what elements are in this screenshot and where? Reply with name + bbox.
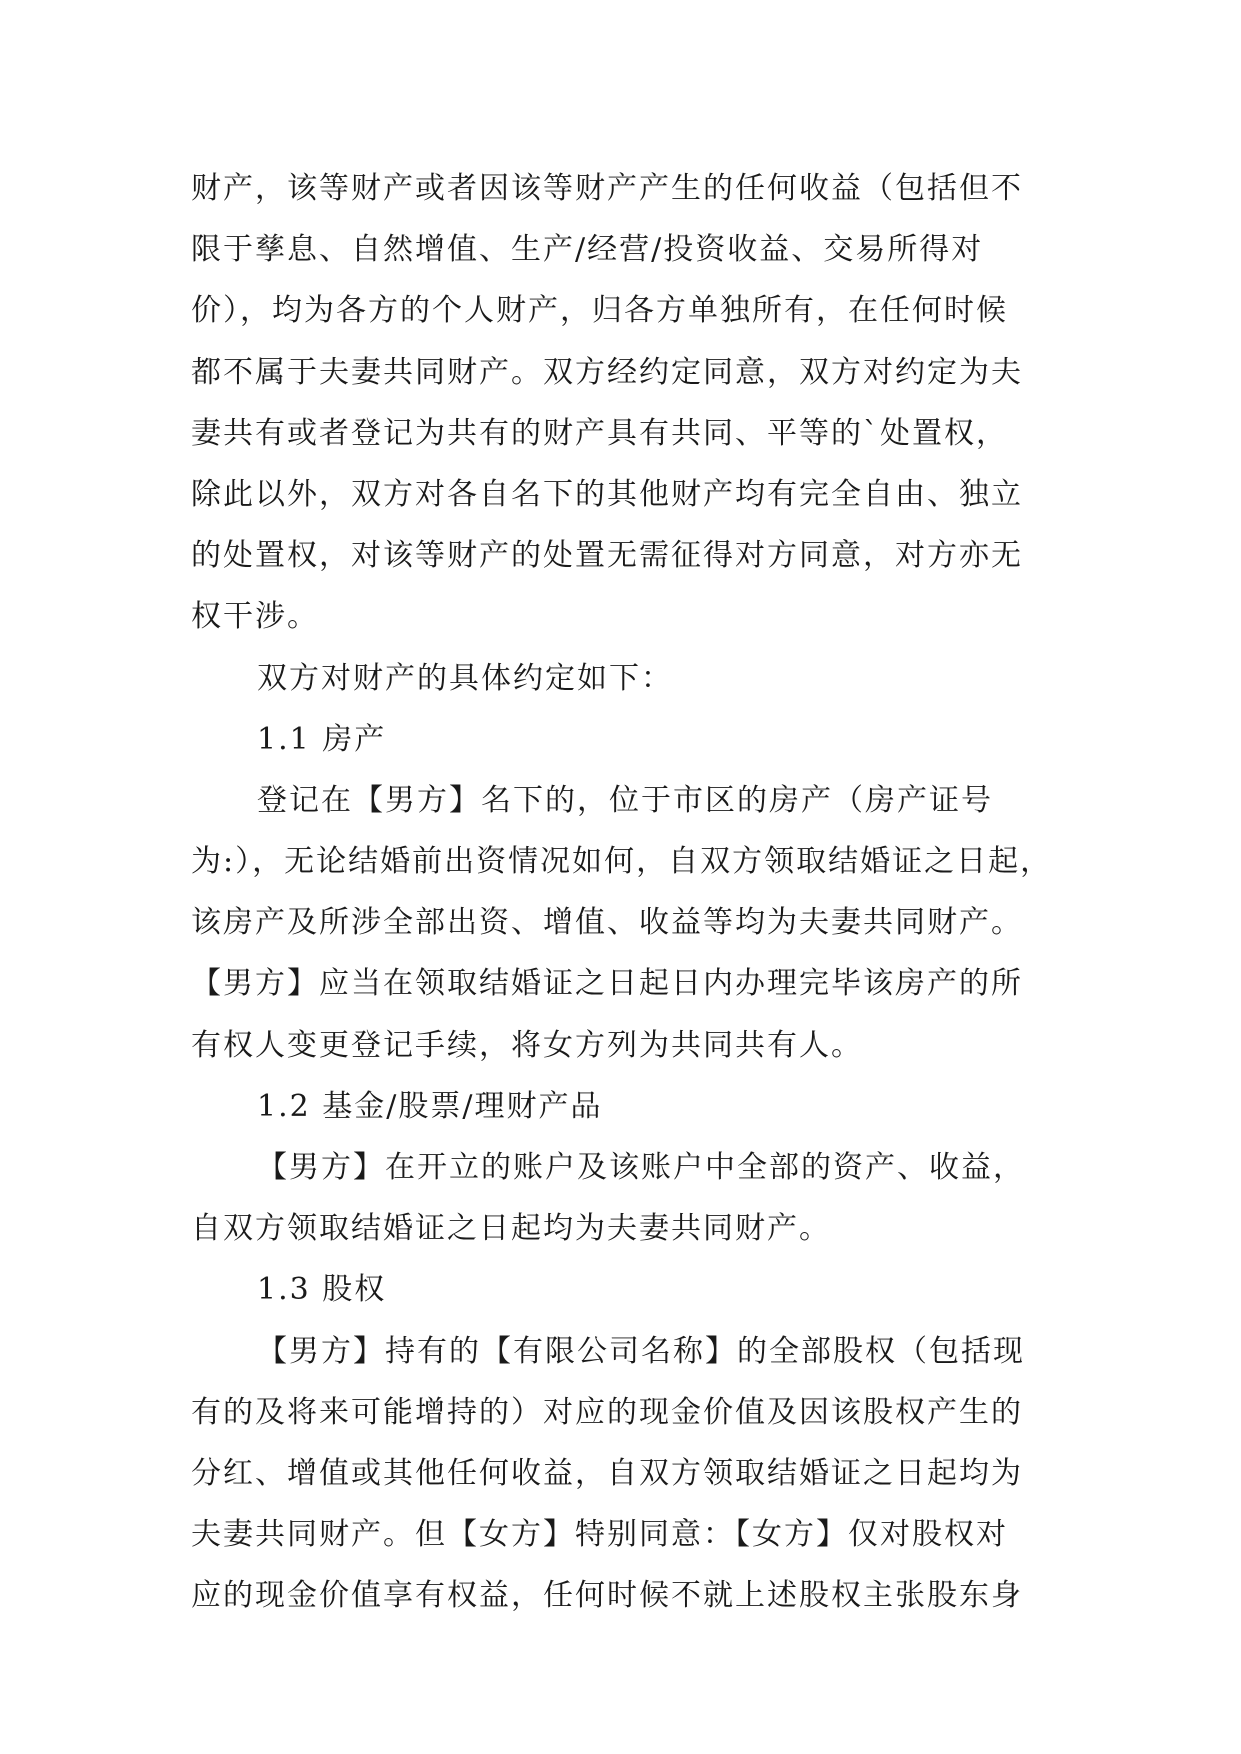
text-line: 有权人变更登记手续，将女方列为共同共有人。: [191, 1027, 863, 1063]
text-line: 分红、增值或其他任何收益，自双方领取结婚证之日起均为: [191, 1455, 1023, 1491]
text-line: 登记在【男方】名下的，位于市区的房产（房产证号: [257, 782, 993, 818]
text-line: 应的现金价值享有权益，任何时候不就上述股权主张股东身: [191, 1578, 1023, 1614]
text-line: 有的及将来可能增持的）对应的现金价值及因该股权产生的: [191, 1394, 1023, 1430]
text-line: 为:），无论结婚前出资情况如何，自双方领取结婚证之日起，: [191, 844, 1053, 880]
text-line: 权干涉。: [191, 599, 319, 635]
text-line: 都不属于夫妻共同财产。双方经约定同意，双方对约定为夫: [191, 354, 1023, 390]
section-heading-1-1: 1.1 房产: [257, 721, 387, 757]
text-line: 除此以外，双方对各自名下的其他财产均有完全自由、独立: [191, 476, 1023, 512]
text-line: 【男方】应当在领取结婚证之日起日内办理完毕该房产的所: [191, 966, 1023, 1002]
text-line: 价），均为各方的个人财产，归各方单独所有，在任何时候: [191, 293, 1008, 329]
text-line: 限于孳息、自然增值、生产/经营/投资收益、交易所得对: [191, 232, 984, 268]
text-line: 【男方】在开立的账户及该账户中全部的资产、收益，: [257, 1150, 1025, 1185]
document-body: [191, 158, 1071, 1627]
text-line: 【男方】持有的【有限公司名称】的全部股权（包括现: [257, 1333, 1025, 1369]
text-line: 财产，该等财产或者因该等财产产生的任何收益（包括但不: [191, 171, 1023, 206]
text-line: 自双方领取结婚证之日起均为夫妻共同财产。: [191, 1211, 831, 1247]
text-line: 妻共有或者登记为共有的财产具有共同、平等的`处置权，: [191, 415, 1008, 451]
paragraph-intro: 双方对财产的具体约定如下：: [257, 660, 673, 696]
section-heading-1-2: 1.2 基金/股票/理财产品: [257, 1088, 603, 1124]
section-heading-1-3: 1.3 股权: [257, 1272, 387, 1308]
text-line: 的处置权，对该等财产的处置无需征得对方同意，对方亦无: [191, 538, 1023, 574]
text-line: 该房产及所涉全部出资、增值、收益等均为夫妻共同财产。: [191, 905, 1023, 941]
text-line: 夫妻共同财产。但【女方】特别同意：【女方】仅对股权对: [191, 1517, 1008, 1553]
